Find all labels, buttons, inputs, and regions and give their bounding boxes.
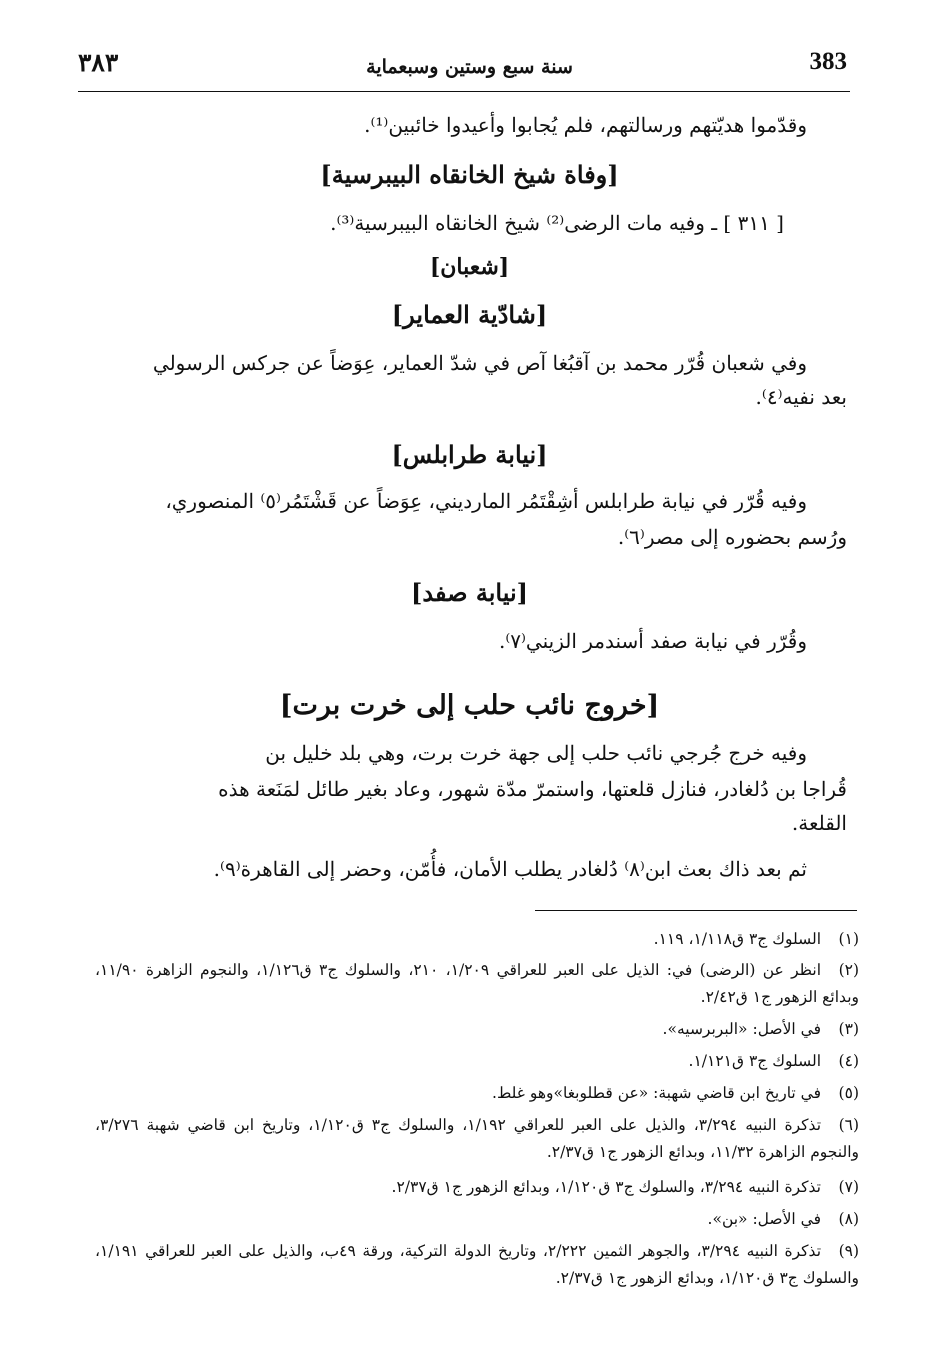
section-heading-death-of-sheikh: [وفاة شيخ الخانقاه البيبرسية] [320, 160, 619, 189]
paragraph-line: وفيه خرج جُرجي نائب حلب إلى جهة خرت برت، وهي بلد خليل بن [265, 741, 807, 765]
footnote-text: في تاريخ ابن قاضي شهبة: «عن قطلوبغا»وهو غلط. [492, 1084, 821, 1102]
section-heading-tripoli: [نيابة طرابلس] [391, 440, 548, 469]
footnote [492, 1080, 859, 1107]
footnote-text: انظر عن (الرضى) في: الذيل على العبر للعراقي ١/٢٠٩، ٢١٠، والسلوك ج٣ ق١/١٢٦، والنجوم الزاهرة ١١/٩٠، وبدائع الزهور ج١ ق٢/٤٢. [95, 961, 859, 1006]
footnote-number: (٣) [838, 1020, 859, 1038]
month-heading: [شعبان] [429, 254, 510, 280]
section-heading-safad: [نيابة صفد] [411, 578, 528, 607]
footnote-text: السلوك ج٣ ق١/١١٨، ١١٩. [653, 930, 821, 948]
footnote-number: (١) [838, 930, 859, 948]
running-title: سنة سبع وستين وسبعماية [366, 56, 573, 78]
paragraph-line: وفيه قُرّر في نيابة طرابلس أشِقْتَمُر المارديني، عِوَضاً عن قَشْتَمُر⁽٥⁾ المنصوري، [165, 489, 807, 513]
footnote [663, 1016, 859, 1043]
section-heading-shadd-al-amair: [شادّية العماير] [391, 300, 548, 329]
footnote [95, 1112, 859, 1166]
footnote-text: في الأصل: «بن». [707, 1210, 821, 1228]
footnote [708, 1206, 859, 1233]
intro-line: وقدّموا هديّتهم ورسالتهم، فلم يُجابوا وأعيدوا خائبين⁽¹⁾. [364, 113, 807, 137]
section-heading-aleppo-governor: [خروج نائب حلب إلى خرت برت] [279, 690, 660, 721]
page-number-latin: 383 [809, 48, 847, 75]
footnote [689, 1048, 859, 1075]
header-rule [78, 91, 850, 92]
footnote-number: (٤) [838, 1052, 859, 1070]
paragraph-line: القلعة. [791, 811, 847, 835]
footnote [654, 926, 859, 953]
footnote [95, 957, 859, 1011]
footnote-number: (٨) [838, 1210, 859, 1228]
paragraph-line: قُراجا بن دُلغادر، فنازل قلعتها، واستمرّ مدّة شهور، وعاد بغير طائل لمَنَعة هذه [218, 777, 847, 801]
footnote [95, 1238, 859, 1292]
paragraph-line: ورُسم بحضوره إلى مصر⁽٦⁾. [617, 525, 847, 549]
footnote-rule [535, 910, 857, 911]
entry-311: [ ٣١١ ] ـ وفيه مات الرضى⁽²⁾ شيخ الخانقاه البيبرسية⁽³⁾. [330, 211, 784, 235]
footnote-text: تذكرة النبيه ٣/٢٩٤، والجوهر الثمين ٢/٢٢٢، وتاريخ الدولة التركية، ورقة ٤٩ب، والذيل على العبر للعراقي ١/١٩١، والسلوك ج٣ ق١/١٢٠، وبدائع الزهور ج١ ق٢/٣٧. [95, 1242, 859, 1287]
paragraph-line: بعد نفيه⁽٤⁾. [755, 385, 847, 409]
footnote-number: (٧) [838, 1178, 859, 1196]
footnote-number: (٩) [838, 1242, 860, 1260]
page-number-arabic: ٣٨٣ [78, 48, 119, 77]
footnote-text: تذكرة النبيه ٣/٢٩٤، والسلوك ج٣ ق١/١٢٠، وبدائع الزهور ج١ ق٢/٣٧. [391, 1178, 821, 1196]
footnote [392, 1174, 859, 1201]
footnote-text: تذكرة النبيه ٣/٢٩٤، والذيل على العبر للعراقي ١/١٩٢، والسلوك ج٣ ق١/١٢٠، وتاريخ ابن قاضي شهبة ٣/٢٧٦، والنجوم الزاهرة ١١/٣٢، وبدائع الزهور ج١ ق٢/٣٧. [95, 1116, 859, 1161]
paragraph-line: وفي شعبان قُرّر محمد بن آقبُغا آص في شدّ العماير، عِوَضاً عن جركس الرسولي [152, 351, 807, 375]
footnote-number: (٢) [838, 961, 860, 979]
footnote-text: في الأصل: «البربرسيه». [662, 1020, 821, 1038]
paragraph-line: وقُرّر في نيابة صفد أسندمر الزيني⁽٧⁾. [498, 629, 807, 653]
footnote-number: (٥) [838, 1084, 859, 1102]
footnote-number: (٦) [838, 1116, 860, 1134]
paragraph-line: ثم بعد ذاك بعث ابن⁽٨⁾ دُلغادر يطلب الأمان، فأُمّن، وحضر إلى القاهرة⁽٩⁾. [213, 857, 807, 881]
footnote-text: السلوك ج٣ ق١/١٢١. [688, 1052, 821, 1070]
